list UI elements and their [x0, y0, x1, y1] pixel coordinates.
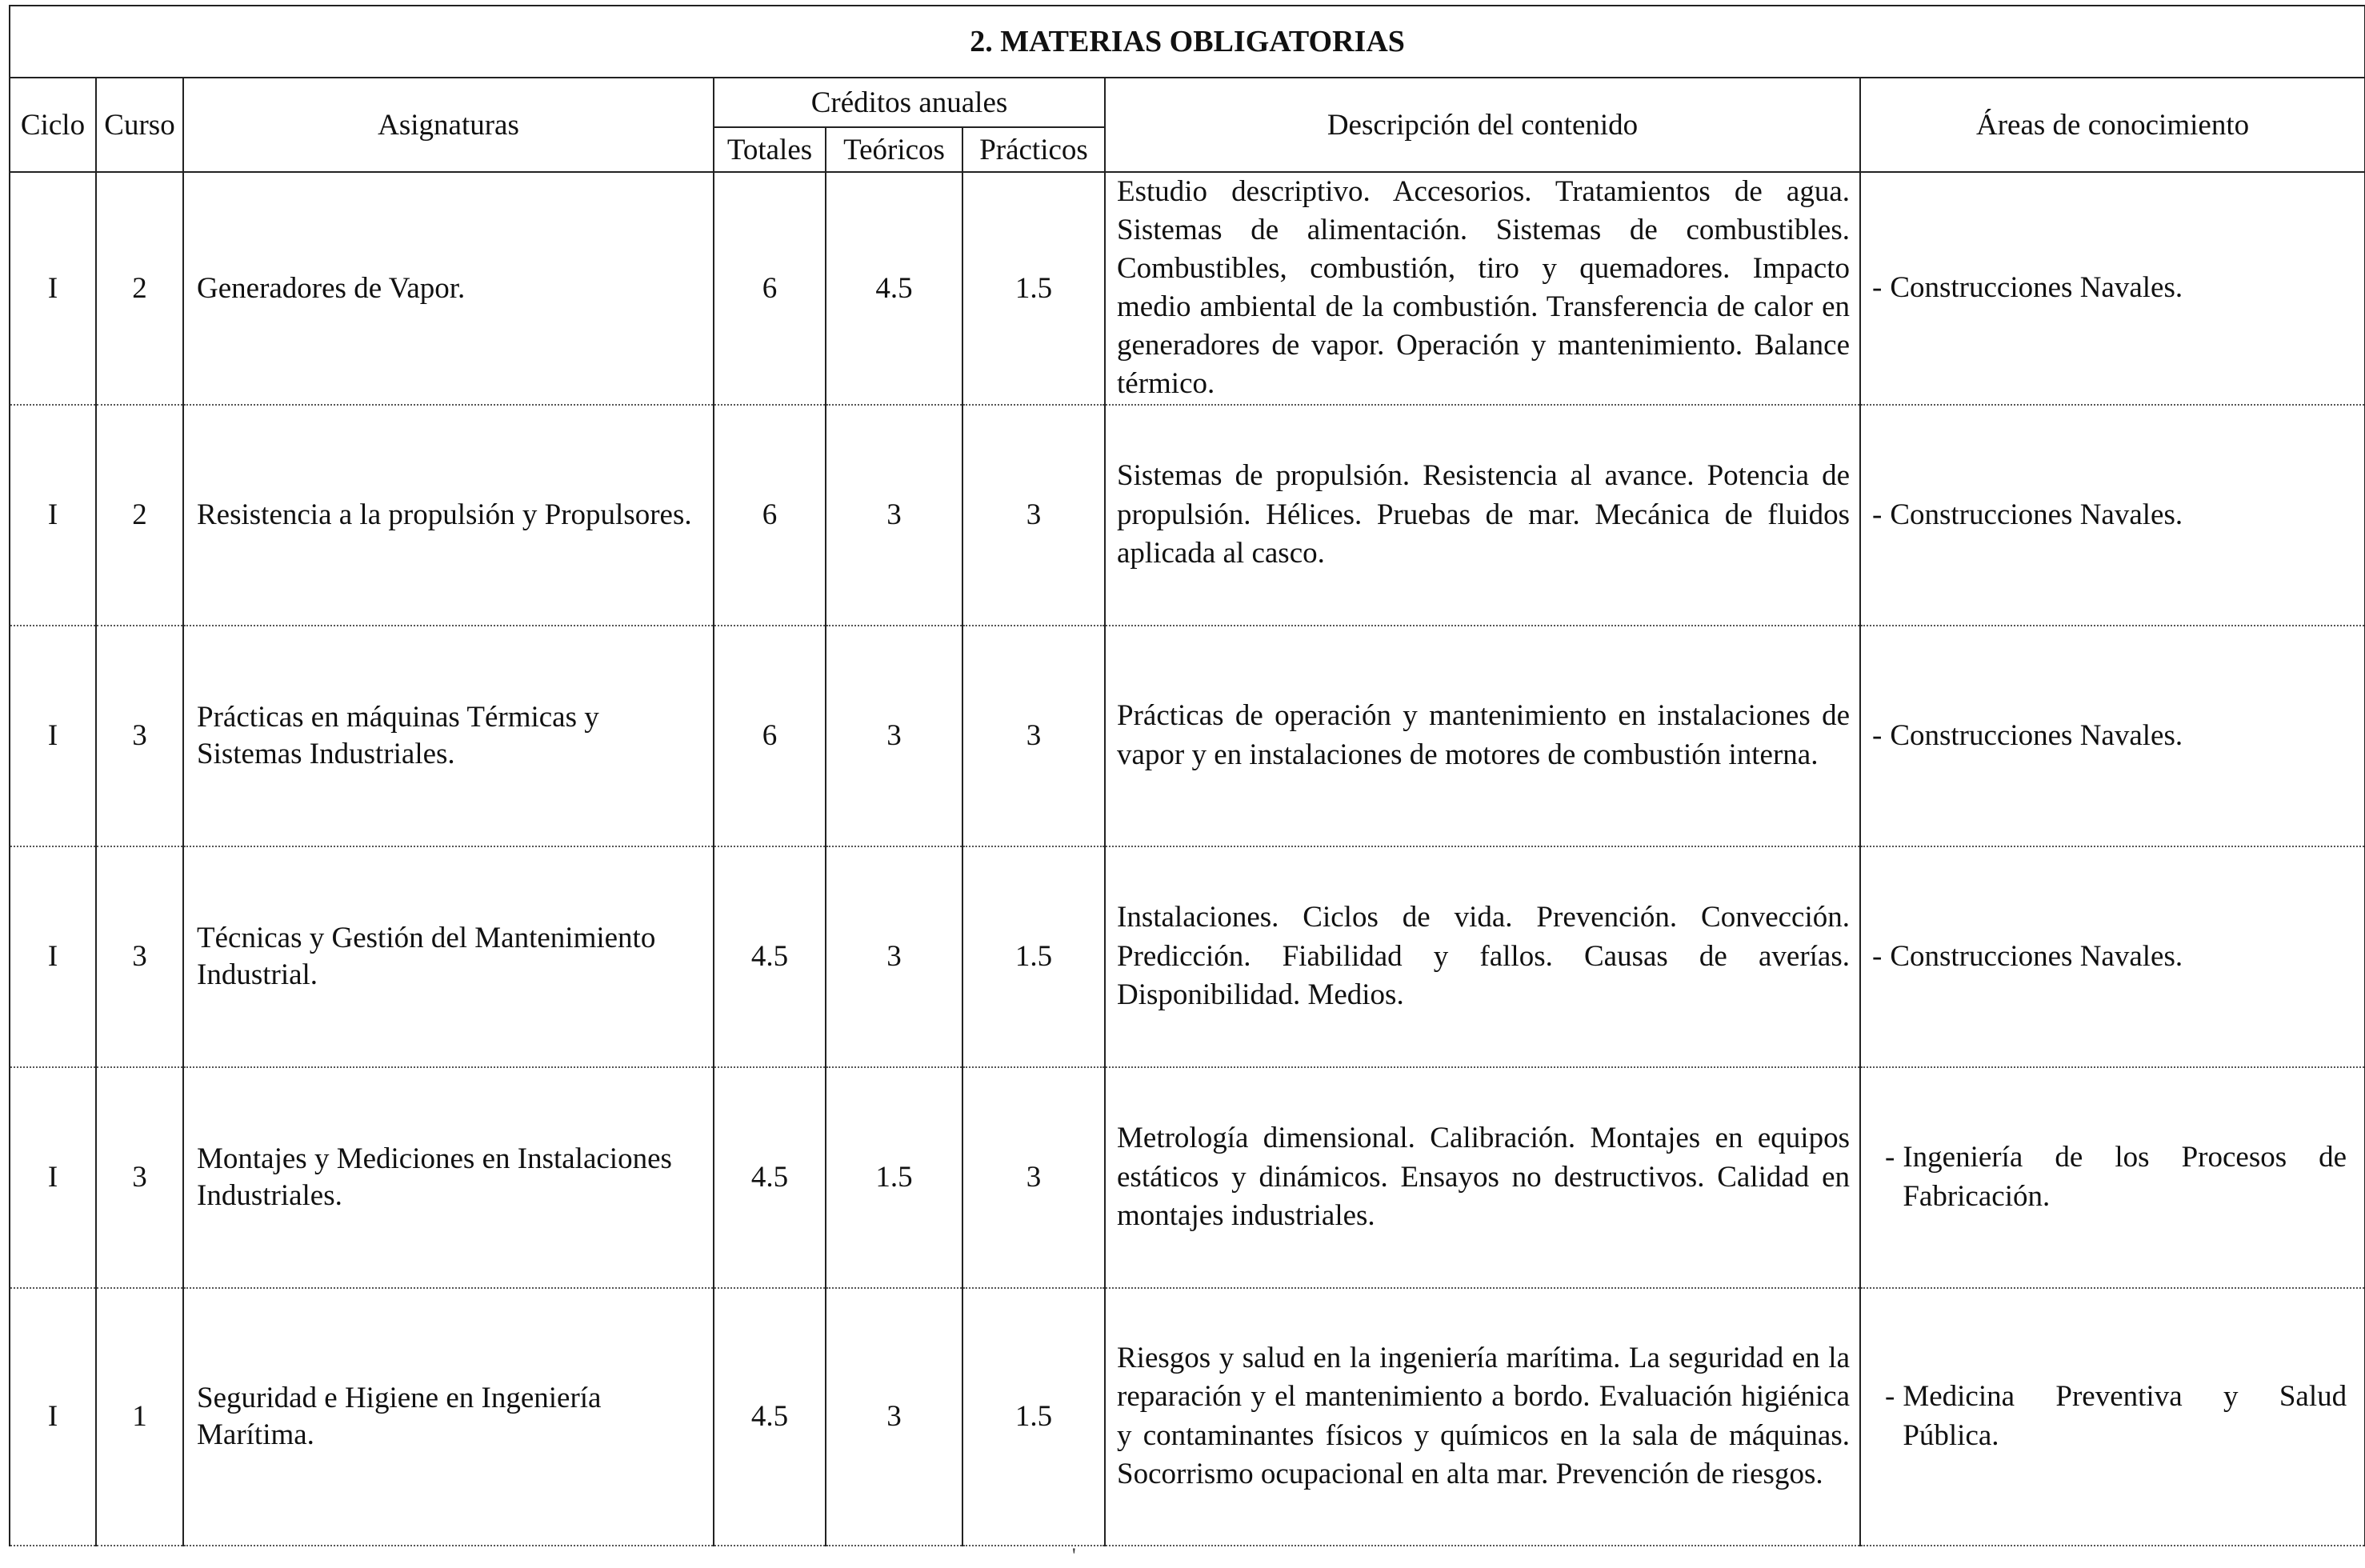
area-text: Ingeniería de los Procesos de Fabricación.: [1903, 1141, 2347, 1213]
area-text: Construcciones Navales.: [1890, 718, 2183, 752]
cell-curso: 2: [96, 405, 183, 626]
header-practicos: Prácticos: [962, 127, 1105, 172]
cell-area: [1860, 405, 2365, 626]
cell-descripcion: Prácticas de operación y mantenimiento en instalaciones de vapor y en instalaciones de motores de combustión interna.: [1105, 626, 1860, 846]
header-ciclo: Ciclo: [10, 78, 96, 172]
cell-descripcion: Metrología dimensional. Calibración. Montajes en equipos estáticos y dinámicos. Ensayos no destructivos. Calidad en montajes industriales.: [1105, 1067, 1860, 1288]
table-title: 2. MATERIAS OBLIGATORIAS: [10, 6, 2365, 78]
cell-practicos: 1.5: [962, 172, 1105, 405]
cell-totales: 4.5: [714, 1067, 826, 1288]
header-areas: Áreas de conocimiento: [1860, 78, 2365, 172]
area-dash: -: [1872, 939, 1883, 973]
cell-totales: 4.5: [714, 1288, 826, 1546]
cell-ciclo: I: [10, 172, 96, 405]
cell-asignatura: Técnicas y Gestión del Mantenimiento Industrial.: [183, 846, 714, 1067]
header-curso: Curso: [96, 78, 183, 172]
cell-teoricos: 4.5: [826, 172, 962, 405]
cell-ciclo: I: [10, 626, 96, 846]
page-mark: ': [1072, 1544, 1076, 1567]
table-row: [10, 846, 2365, 1067]
table-row: [10, 626, 2365, 846]
cell-curso: 2: [96, 172, 183, 405]
cell-area: [1860, 626, 2365, 846]
cell-area: [1860, 1288, 2365, 1546]
cell-practicos: 1.5: [962, 846, 1105, 1067]
cell-totales: 4.5: [714, 846, 826, 1067]
header-descripcion: Descripción del contenido: [1105, 78, 1860, 172]
cell-area: [1860, 172, 2365, 405]
cell-asignatura: Generadores de Vapor.: [183, 172, 714, 405]
table-row: [10, 1288, 2365, 1546]
cell-asignatura: Seguridad e Higiene en Ingeniería Marítima.: [183, 1288, 714, 1546]
table-row: [10, 1067, 2365, 1288]
cell-descripcion: Sistemas de propulsión. Resistencia al avance. Potencia de propulsión. Hélices. Pruebas de mar. Mecánica de fluidos aplicada al casco.: [1105, 405, 1860, 626]
cell-curso: 3: [96, 1067, 183, 1288]
area-dash: -: [1872, 718, 1883, 752]
cell-totales: 6: [714, 172, 826, 405]
header-teoricos: Teóricos: [826, 127, 962, 172]
area-text: Construcciones Navales.: [1890, 498, 2183, 531]
cell-descripcion: Instalaciones. Ciclos de vida. Prevención. Convección. Predicción. Fiabilidad y fallos. Causas de averías. Disponibilidad. Medios.: [1105, 846, 1860, 1067]
cell-curso: 1: [96, 1288, 183, 1546]
area-dash: -: [1872, 498, 1883, 531]
cell-asignatura: Resistencia a la propulsión y Propulsores.: [183, 405, 714, 626]
area-text: Construcciones Navales.: [1890, 939, 2183, 973]
cell-teoricos: 3: [826, 626, 962, 846]
cell-practicos: 3: [962, 1067, 1105, 1288]
cell-practicos: 1.5: [962, 1288, 1105, 1546]
cell-practicos: 3: [962, 626, 1105, 846]
cell-area: [1860, 1067, 2365, 1288]
cell-curso: 3: [96, 846, 183, 1067]
cell-asignatura: Prácticas en máquinas Térmicas y Sistemas Industriales.: [183, 626, 714, 846]
table-row: [10, 405, 2365, 626]
area-dash: -: [1885, 1141, 1895, 1174]
header-creditos-anuales: Créditos anuales: [714, 78, 1105, 127]
cell-curso: 3: [96, 626, 183, 846]
area-dash: -: [1872, 271, 1883, 305]
header-asignaturas: Asignaturas: [183, 78, 714, 172]
cell-ciclo: I: [10, 1067, 96, 1288]
area-text: Medicina Preventiva y Salud Pública.: [1903, 1380, 2347, 1452]
cell-ciclo: I: [10, 846, 96, 1067]
cell-totales: 6: [714, 405, 826, 626]
table-row: [10, 172, 2365, 405]
cell-descripcion: Riesgos y salud en la ingeniería marítima. La seguridad en la reparación y el mantenimiento a bordo. Evaluación higiénica y contaminantes físicos y químicos en la sala de máquinas. Socorrismo ocupacional en alta mar. Prevención de riesgos.: [1105, 1288, 1860, 1546]
header-totales: Totales: [714, 127, 826, 172]
cell-asignatura: Montajes y Mediciones en Instalaciones Industriales.: [183, 1067, 714, 1288]
materias-obligatorias-table: [9, 5, 2365, 1546]
cell-area: [1860, 846, 2365, 1067]
cell-totales: 6: [714, 626, 826, 846]
cell-descripcion: Estudio descriptivo. Accesorios. Tratamientos de agua. Sistemas de alimentación. Sistemas de combustibles. Combustibles, combustión, tiro y quemadores. Impacto medio ambiental de la combustión. Transferencia de calor en generadores de vapor. Operación y mantenimiento. Balance térmico.: [1105, 172, 1860, 405]
cell-teoricos: 1.5: [826, 1067, 962, 1288]
cell-teoricos: 3: [826, 405, 962, 626]
cell-ciclo: I: [10, 405, 96, 626]
area-dash: -: [1885, 1380, 1895, 1414]
cell-ciclo: I: [10, 1288, 96, 1546]
area-text: Construcciones Navales.: [1890, 271, 2183, 305]
cell-teoricos: 3: [826, 846, 962, 1067]
cell-practicos: 3: [962, 405, 1105, 626]
cell-teoricos: 3: [826, 1288, 962, 1546]
